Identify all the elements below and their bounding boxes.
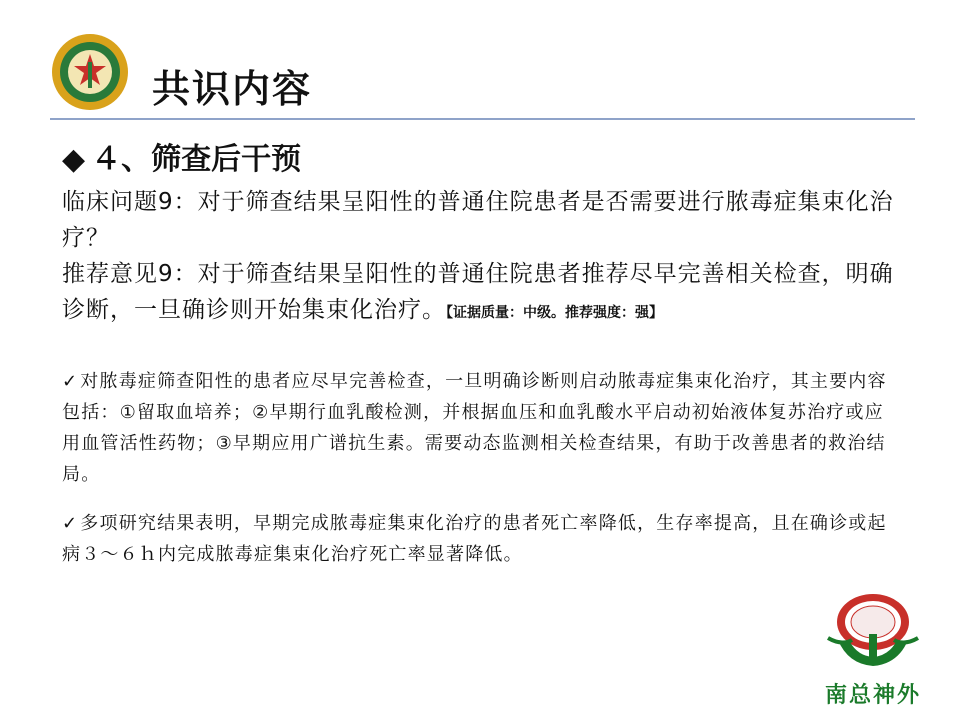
- title-divider: [50, 118, 915, 120]
- department-logo-icon: [818, 590, 928, 668]
- clinical-question: 临床问题9：对于筛查结果呈阳性的普通住院患者是否需要进行脓毒症集束化治疗？: [62, 189, 894, 251]
- evidence-grade: 【证据质量：中级。推荐强度：强】: [446, 305, 663, 321]
- recommendation-text: 推荐意见9：对于筛查结果呈阳性的普通住院患者推荐尽早完善相关检查，明确诊断，一旦确诊则开始集束化治疗。: [62, 261, 894, 323]
- page-title: 共识内容: [152, 67, 313, 111]
- logo-caption: 南总神外: [824, 683, 921, 708]
- point-2: [62, 508, 902, 570]
- section-heading: [62, 140, 301, 180]
- point-2-text: 多项研究结果表明，早期完成脓毒症集束化治疗的患者死亡率降低，生存率提高，且在确诊或起病３～６ｈ内完成脓毒症集束化治疗死亡率显著降低。: [62, 513, 887, 565]
- point-1-text: 对脓毒症筛查阳性的患者应尽早完善检查，一旦明确诊断则启动脓毒症集束化治疗，其主要内容包括：①留取血培养；②早期行血乳酸检测，并根据血压和血乳酸水平启动初始液体复苏治疗或应用血管活性药物；③早期应用广谱抗生素。需要动态监测相关检查结果，有助于改善患者的救治结局。: [62, 371, 887, 485]
- check-icon: ✓: [62, 371, 79, 392]
- check-icon: ✓: [62, 513, 79, 534]
- diamond-bullet-icon: ◆: [62, 142, 86, 177]
- section-heading-text: ４、筛查后干预: [91, 142, 302, 177]
- hospital-emblem-icon: [50, 32, 130, 112]
- recommendation: [62, 256, 902, 331]
- clinical-qa: [62, 184, 902, 331]
- point-1: [62, 366, 902, 490]
